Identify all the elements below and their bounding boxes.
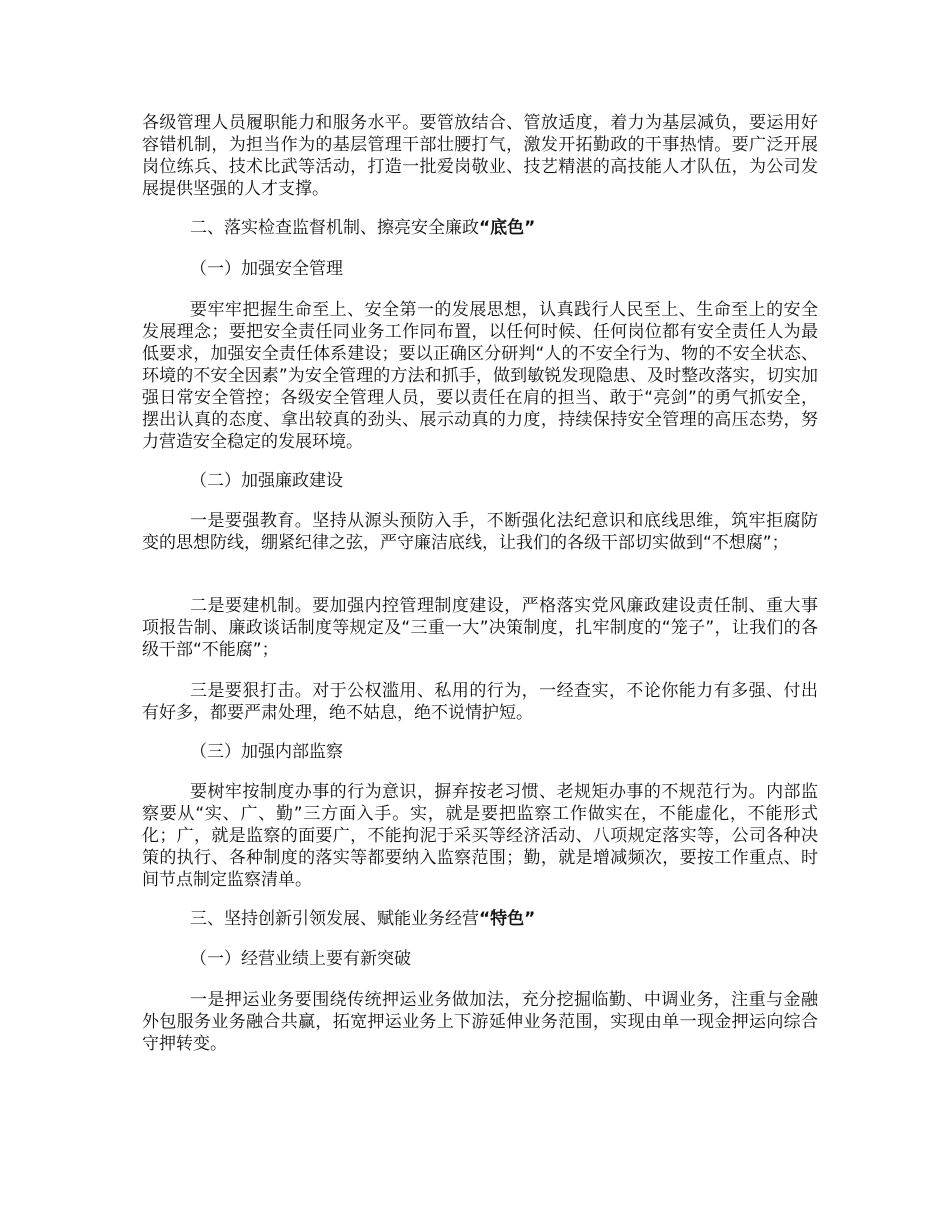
section-heading-2-quote: “底色”: [479, 218, 536, 238]
paragraph-talent-support: 各级管理人员履职能力和服务水平。要管放结合、管放适度，着力为基层减负，要运用好容错机制，为担当作为的基层管理干部壮腰打气，激发开拓勤政的干事热情。要广泛开展岗位练兵、技术比武等活动，打造一批爱岗敬业、技艺精湛的高技能人才队伍，为公司发展提供坚强的人才支撑。: [142, 113, 818, 199]
paragraph-escort-business: 一是押运业务要围绕传统押运业务做加法，充分挖掘临勤、中调业务，注重与金融外包服务业务融合共赢，拓宽押运业务上下游延伸业务范围，实现由单一现金押运向综合守押转变。: [142, 990, 818, 1054]
section-heading-2: [190, 217, 535, 239]
paragraph-education: 一是要强教育。坚持从源头预防入手，不断强化法纪意识和底线思维，筑牢拒腐防变的思想防线，绷紧纪律之弦，严守廉洁底线，让我们的各级干部切实做到“不想腐”；: [142, 511, 818, 553]
section-heading-3: [190, 908, 535, 930]
subheading-integrity: （二）加强廉政建设: [190, 471, 343, 491]
paragraph-mechanism: 二是要建机制。要加强内控管理制度建设，严格落实党风廉政建设责任制、重大事项报告制、廉政谈话制度等规定及“三重一大”决策制度，扎牢制度的“笼子”，让我们的各级干部“不能腐”；: [142, 596, 818, 660]
subheading-supervision: （三）加强内部监察: [190, 742, 343, 762]
section-heading-3-quote: “特色”: [479, 909, 536, 929]
subheading-performance: （一）经营业绩上要有新突破: [190, 949, 411, 969]
paragraph-safety: 要牢牢把握生命至上、安全第一的发展思想，认真践行人民至上、生命至上的安全发展理念；要把安全责任同业务工作同布置，以任何时候、任何岗位都有安全责任人为最低要求，加强安全责任体系建设；要以正确区分研判“人的不安全行为、物的不安全状态、环境的不安全因素”为安全管理的方法和抓手，做到敏锐发现隐患、及时整改落实，切实加强日常安全管控；各级安全管理人员，要以责任在肩的担当、敢于“亮剑”的勇气抓安全，摆出认真的态度、拿出较真的劲头、展示动真的力度，持续保持安全管理的高压态势，努力营造安全稳定的发展环境。: [142, 300, 818, 452]
paragraph-supervision: 要树牢按制度办事的行为意识，摒弃按老习惯、老规矩办事的不规范行为。内部监察要从“实、广、勤”三方面入手。实，就是要把监察工作做实在，不能虚化，不能形式化；广，就是监察的面要广，不能拘泥于采买等经济活动、八项规定落实等，公司各种决策的执行、各种制度的落实等都要纳入监察范围；勤，就是增减频次，要按工作重点、时间节点制定监察清单。: [142, 782, 818, 890]
paragraph-crackdown: 三是要狠打击。对于公权滥用、私用的行为，一经查实，不论你能力有多强、付出有好多，都要严肃处理，绝不姑息，绝不说情护短。: [142, 681, 818, 723]
section-heading-2-text: 二、落实检查监督机制、擦亮安全廉政: [190, 218, 479, 238]
section-heading-3-text: 三、坚持创新引领发展、赋能业务经营: [190, 909, 479, 929]
subheading-safety: （一）加强安全管理: [190, 259, 343, 279]
